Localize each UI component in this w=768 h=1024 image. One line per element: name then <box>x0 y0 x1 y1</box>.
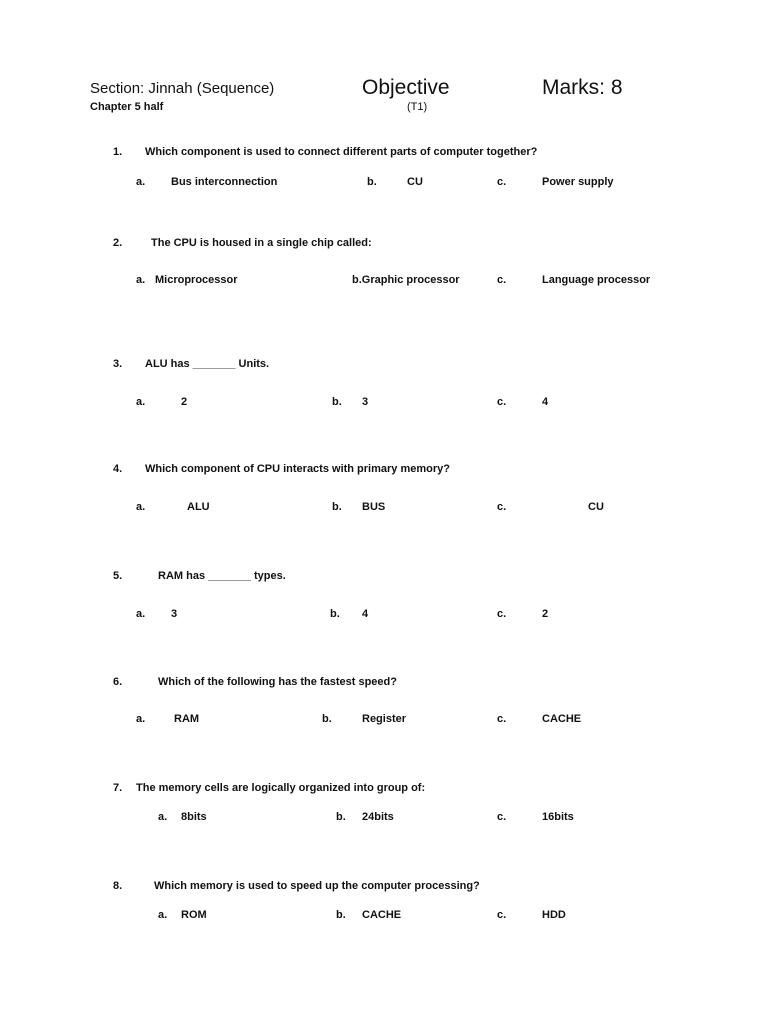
option-text: Register <box>362 713 407 725</box>
question-number: 5. <box>113 570 123 582</box>
option-letter: b. <box>367 176 377 188</box>
option-text: CU <box>588 501 604 513</box>
option-text: 16bits <box>542 811 574 823</box>
question-text: Which component of CPU interacts with primary memory? <box>145 463 450 475</box>
question-text: ALU has _______ Units. <box>145 358 270 370</box>
chapter-label: Chapter 5 half <box>90 101 164 113</box>
question-text: The memory cells are logically organized into group of: <box>136 782 426 794</box>
option-letter: a. <box>136 274 146 286</box>
question-text: Which memory is used to speed up the computer processing? <box>154 880 480 892</box>
option-text: 8bits <box>181 811 207 823</box>
option-text: 4 <box>362 608 369 620</box>
option-letter: a. <box>136 501 146 513</box>
option-letter: c. <box>497 608 507 620</box>
option-text: HDD <box>542 909 566 921</box>
option-text: b.Graphic processor <box>352 274 460 286</box>
question-number: 1. <box>113 146 123 158</box>
option-letter: c. <box>497 176 507 188</box>
option-letter: a. <box>136 396 146 408</box>
option-text: ALU <box>187 501 210 513</box>
objective-heading: Objective <box>362 76 450 99</box>
section-title: Section: Jinnah (Sequence) <box>90 80 275 97</box>
option-letter: a. <box>136 713 146 725</box>
option-text: 3 <box>171 608 178 620</box>
marks-label: Marks: 8 <box>542 76 623 99</box>
option-letter: c. <box>497 396 507 408</box>
question-number: 3. <box>113 358 123 370</box>
option-text: 2 <box>542 608 549 620</box>
option-letter: b. <box>336 909 346 921</box>
option-letter: b. <box>332 396 342 408</box>
option-letter: c. <box>497 811 507 823</box>
question-number: 7. <box>113 782 123 794</box>
option-letter: b. <box>330 608 340 620</box>
option-text: 3 <box>362 396 369 408</box>
option-text: Microprocessor <box>155 274 238 286</box>
question-number: 6. <box>113 676 123 688</box>
question-number: 4. <box>113 463 123 475</box>
option-letter: b. <box>322 713 332 725</box>
question-text: The CPU is housed in a single chip called: <box>151 237 372 249</box>
option-text: Language processor <box>542 274 651 286</box>
option-text: CACHE <box>542 713 582 725</box>
question-text: Which of the following has the fastest speed? <box>158 676 397 688</box>
option-text: Power supply <box>542 176 614 188</box>
option-letter: a. <box>158 811 168 823</box>
option-letter: b. <box>332 501 342 513</box>
question-number: 8. <box>113 880 123 892</box>
question-number: 2. <box>113 237 123 249</box>
option-letter: b. <box>336 811 346 823</box>
option-letter: c. <box>497 501 507 513</box>
option-letter: a. <box>158 909 168 921</box>
question-text: Which component is used to connect different parts of computer together? <box>145 146 538 158</box>
option-text: BUS <box>362 501 386 513</box>
option-letter: c. <box>497 713 507 725</box>
option-letter: c. <box>497 274 507 286</box>
option-text: RAM <box>174 713 200 725</box>
option-text: 4 <box>542 396 549 408</box>
option-text: 24bits <box>362 811 394 823</box>
question-text: RAM has _______ types. <box>158 570 286 582</box>
option-letter: a. <box>136 176 146 188</box>
option-text: ROM <box>181 909 207 921</box>
option-text: 2 <box>181 396 188 408</box>
option-text: Bus interconnection <box>171 176 278 188</box>
term-label: (T1) <box>407 101 428 113</box>
option-letter: c. <box>497 909 507 921</box>
option-text: CACHE <box>362 909 402 921</box>
option-letter: a. <box>136 608 146 620</box>
option-text: CU <box>407 176 423 188</box>
